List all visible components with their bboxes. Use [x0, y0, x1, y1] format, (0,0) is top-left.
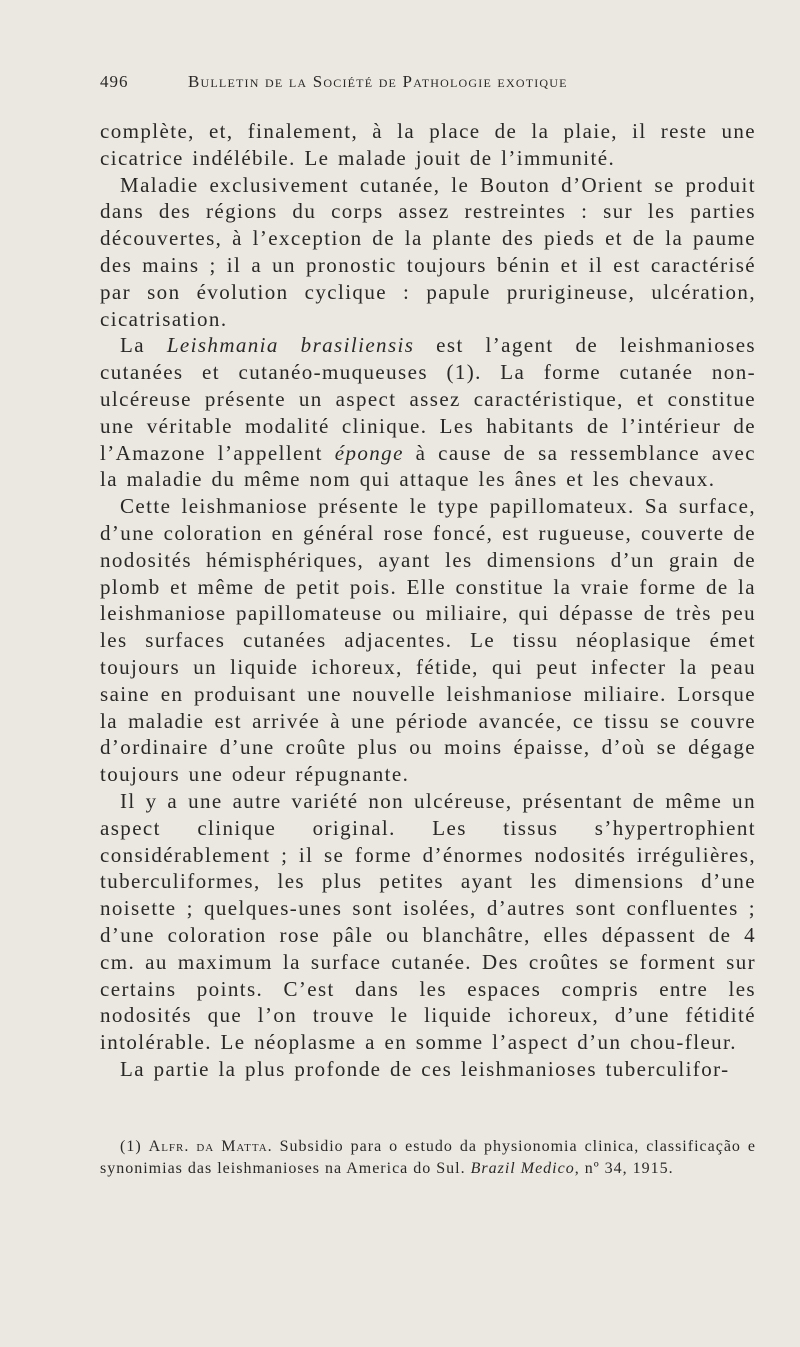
page-number: 496 — [100, 72, 129, 91]
running-title: Bulletin de la Société de Pathologie exotique — [188, 72, 568, 91]
footnote-marker: (1) — [120, 1138, 149, 1155]
paragraph: complète, et, finalement, à la place de la plaie, il reste une cicatrice indélébile. Le malade jouit de l’immunité. — [100, 119, 756, 170]
footnote-tail: , nº 34, 1915. — [574, 1159, 674, 1177]
paragraph: Il y a une autre variété non ulcéreuse, présentant de même un aspect clinique original. Les tissus s’hypertrophient considérablement ; il se forme d’énormes nodosités irrégulières, tuberculiformes, les plus petites ayant les dimensions d’une noisette ; quelques-unes sont isolées, d’autres sont confluentes ; d’une coloration rose pâle ou blanchâtre, elles dépassent de 4 cm. au maximum la surface cutanée. Des croûtes se forment sur certains points. C’est dans les espaces compris entre les nodosités que l’on trouve le liquide ichoreux, d’une fétidité intolérable. Le néoplasme a en somme l’aspect d’un chou-fleur. — [100, 788, 756, 1055]
footnote — [100, 1136, 756, 1179]
local-term: éponge — [334, 440, 404, 465]
paragraph: Cette leishmaniose présente le type papillomateux. Sa surface, d’une coloration en général rose foncé, est rugueuse, couverte de nodosités hémisphériques, ayant les dimensions d’un grain de plomb et même de petit pois. Elle constitue la vraie forme de la leishmaniose papillomateuse ou miliaire, qui dépasse de très peu les surfaces cutanées adjacentes. Le tissu néoplasique émet toujours un liquide ichoreux, fétide, qui peut infecter la peau saine en produisant une nouvelle leishmaniose miliaire. Lorsque la maladie est arrivée à une période avancée, ce tissu se couvre d’ordinaire d’une croûte plus ou moins épaisse, d’où se dégage toujours une odeur répugnante. — [100, 494, 756, 787]
footnote-text — [100, 1136, 756, 1179]
footnote-body: . Subsidio para o estudo da physionomia clinica, classificação e synonimias das leishmanioses na America do Sul. — [100, 1138, 757, 1177]
paragraph-text: est l’agent de leishmanioses cutanées et cutanéo-muqueuses (1). La forme cutanée non-ulcéreuse présente un aspect assez caractéristique, et constitue une véritable modalité clinique. Les habitants de l’intérieur de l’Amazone l’appellent — [100, 333, 756, 465]
species-name: Leishmania brasiliensis — [166, 333, 415, 358]
running-header — [100, 72, 700, 102]
footnote-journal: Brazil Medico — [470, 1159, 575, 1177]
footnote-author: Alfr. da Matta — [148, 1138, 268, 1155]
paragraph-text: La — [120, 333, 167, 358]
paragraph: Maladie exclusivement cutanée, le Bouton d’Orient se produit dans des régions du corps assez restreintes : sur les parties découvertes, à l’exception de la plante des pieds et de la paume des mains ; il a un pronostic toujours bénin et il est caractérisé par son évolution cyclique : papule prurigineuse, ulcération, cicatrisation. — [100, 172, 756, 331]
paragraph-text: à cause de sa ressemblance avec la maladie du même nom qui attaque les ânes et les chevaux. — [100, 440, 756, 492]
paragraph: La partie la plus profonde de ces leishmanioses tuberculifor- — [120, 1056, 730, 1081]
body-text — [100, 118, 756, 1083]
paragraph — [100, 332, 756, 493]
